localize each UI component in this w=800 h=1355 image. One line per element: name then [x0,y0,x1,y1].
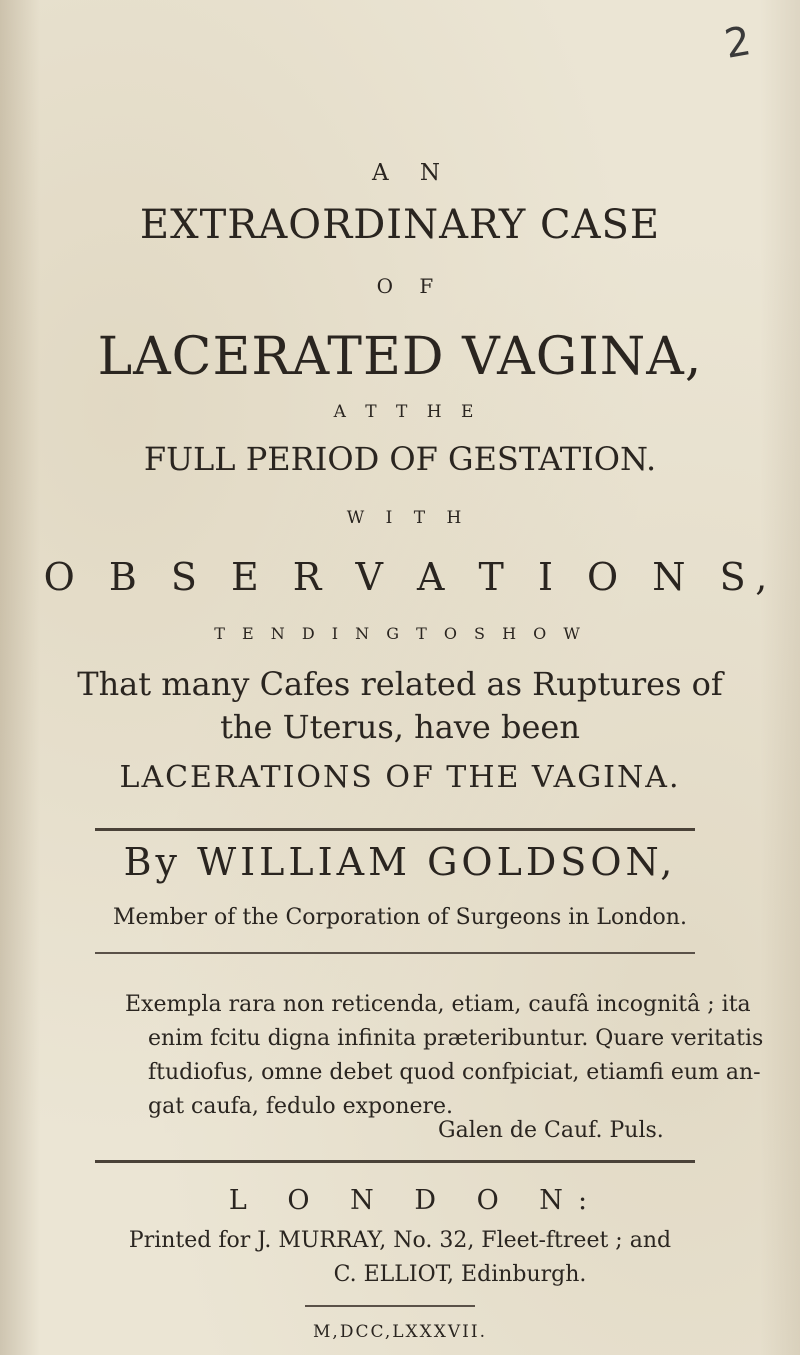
epigraph-source: Galen de Cauf. Puls. [438,1118,664,1143]
title-full-period: FULL PERIOD OF GESTATION. [143,440,657,478]
author-by-line: By WILLIAM GOLDSON, [123,840,677,884]
imprint-place: L O N D O N: [228,1185,604,1216]
title-lacerated-vagina: LACERATED VAGINA, [97,327,703,387]
divider [95,1160,695,1163]
title-extraordinary-case: EXTRAORDINARY CASE [139,202,661,248]
epigraph-line: Exempla rara non reticenda, etiam, caufâ incognitâ ; ita [125,992,751,1017]
title-at-the: A T T H E [333,402,481,422]
imprint-printer: Printed for J. MURRAY, No. 32, Fleet-ftreet ; and [128,1228,672,1253]
epigraph-line: enim fcitu digna infinita præteribuntur. Quare veritatis [148,1026,764,1051]
title-line-1: That many Cafes related as Ruptures of [77,665,723,703]
divider [95,828,695,831]
title-line-2: the Uterus, have been [220,708,580,746]
epigraph [0,988,800,1124]
imprint-date: M,DCC,LXXXVII. [313,1322,487,1342]
title-line-3: LACERATIONS OF THE VAGINA. [119,760,681,795]
divider [95,952,695,954]
author-affiliation: Member of the Corporation of Surgeons in London. [113,905,687,930]
epigraph-line: gat caufa, fedulo exponere. [148,1094,454,1119]
title-tending-to-show: T E N D I N G T O S H O W [214,624,586,643]
title-of: O F [376,274,444,298]
page-number-mark: 2 [720,18,754,68]
title-with: W I T H [346,508,470,528]
divider [305,1305,475,1307]
epigraph-line: ftudiofus, omne debet quod confpiciat, etiamfi eum an- [148,1060,761,1085]
title-observations: O B S E R V A T I O N S, [43,555,779,599]
imprint-second-printer: C. ELLIOT, Edinburgh. [333,1262,587,1287]
title-an: A N [371,160,453,186]
